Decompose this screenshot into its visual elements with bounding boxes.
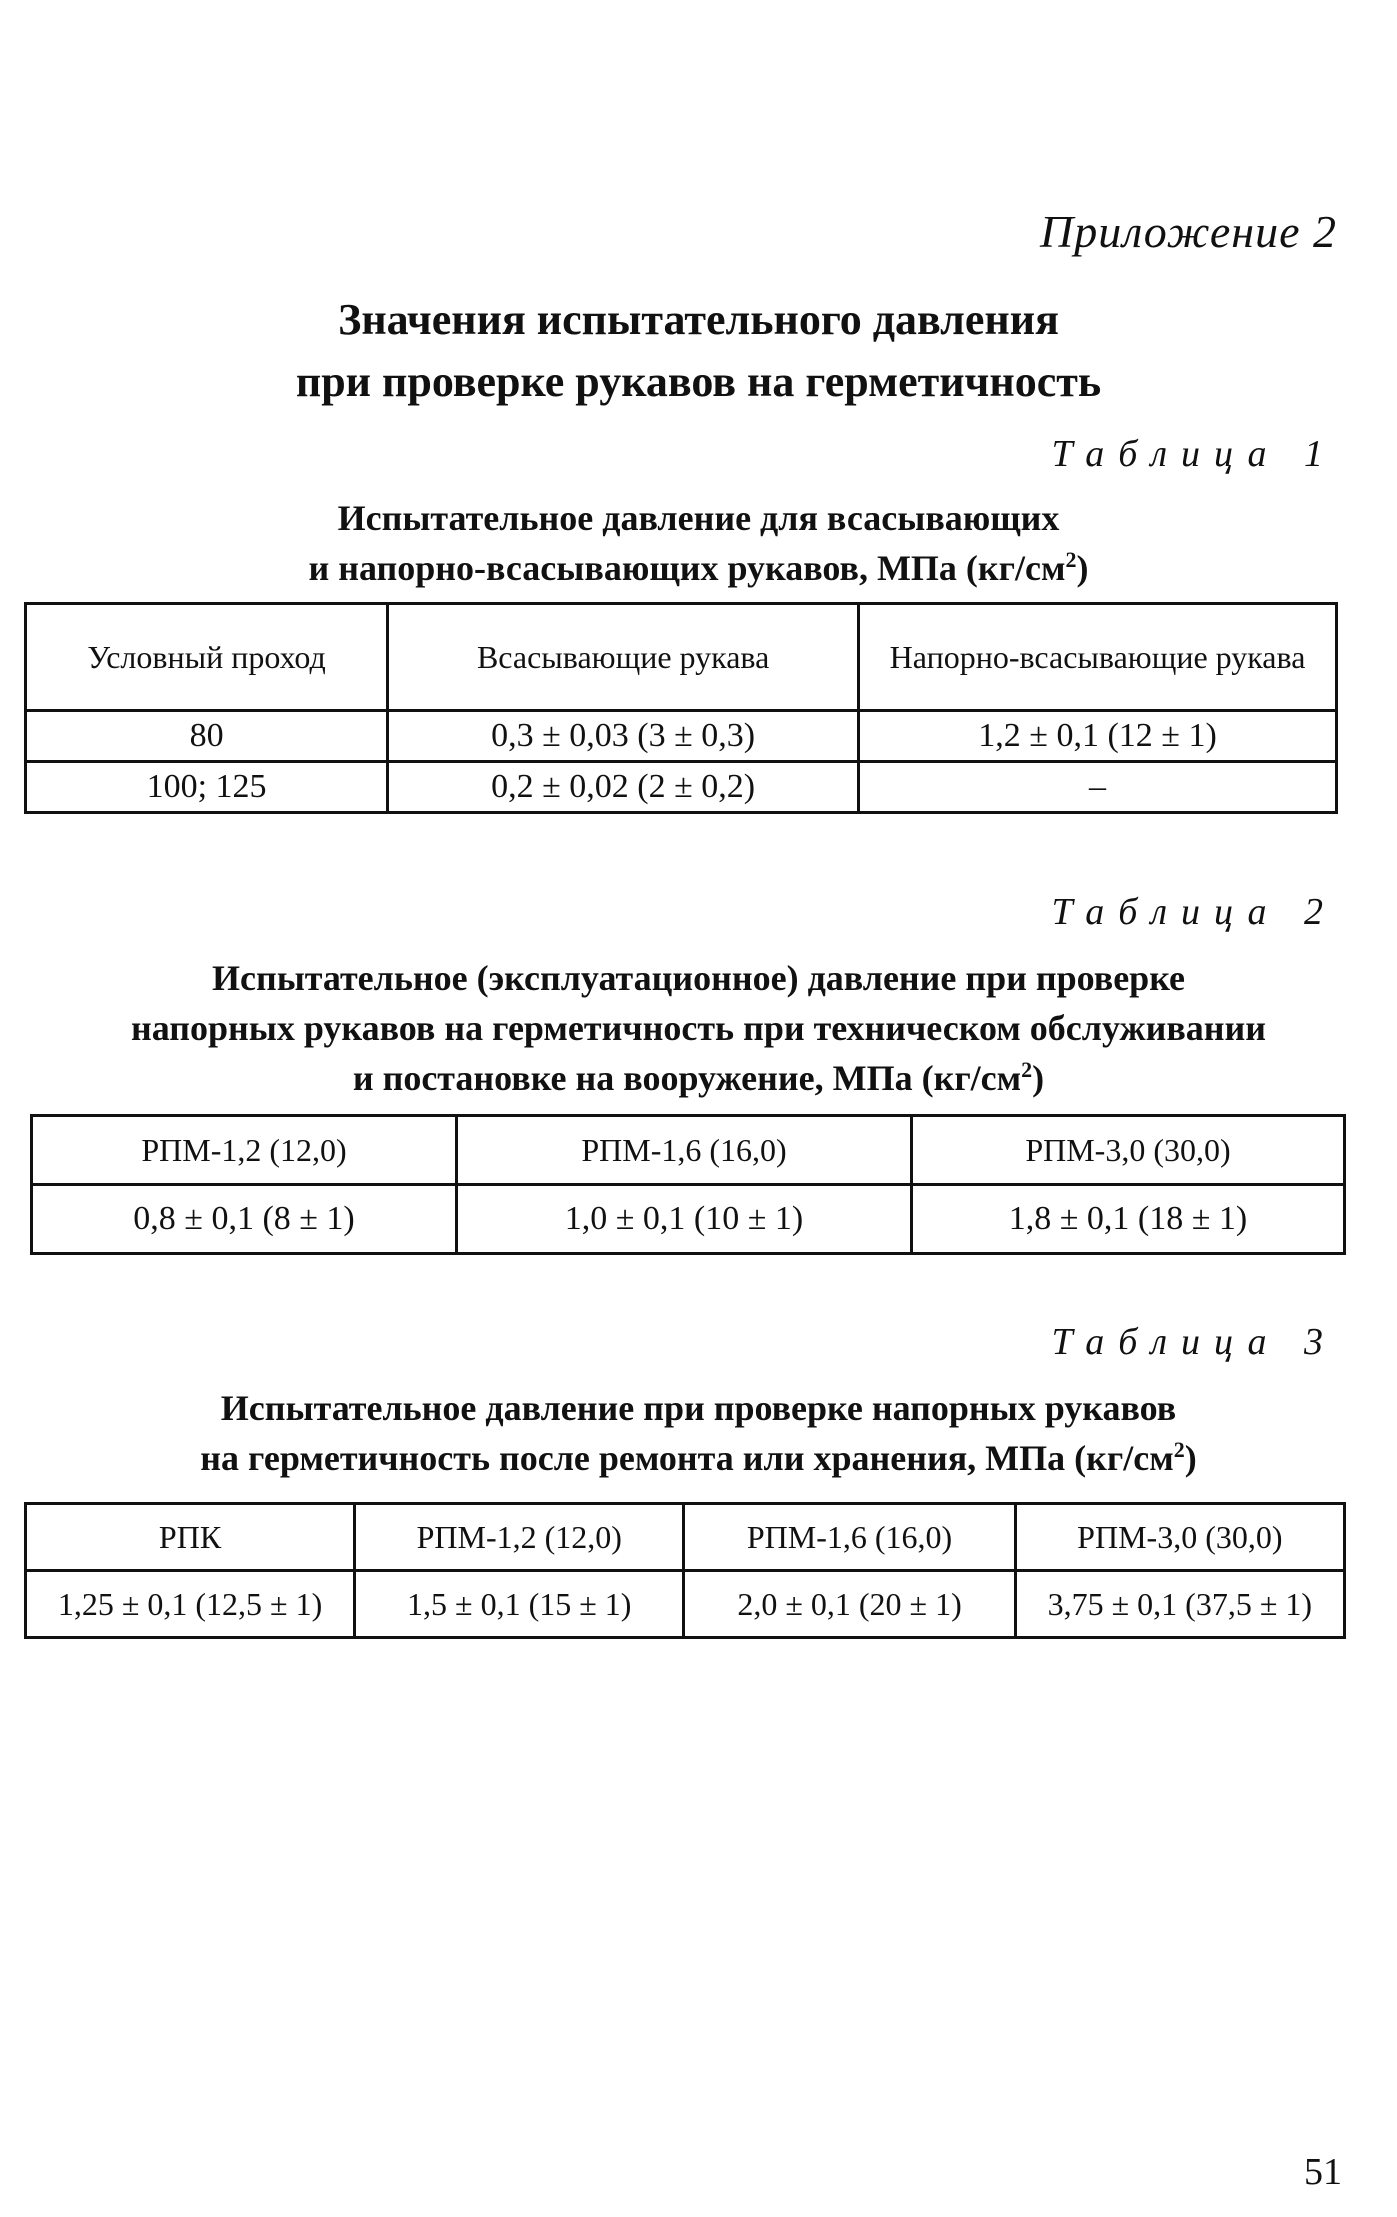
page-number: 51	[1304, 2151, 1342, 2193]
table-2-label: Таблица 2	[1051, 891, 1337, 933]
table-cell: 3,75 ± 0,1 (37,5 ± 1)	[1015, 1571, 1344, 1638]
table-2-header-cell: РПМ-3,0 (30,0)	[911, 1116, 1344, 1185]
table-cell: 0,2 ± 0,02 (2 ± 0,2)	[388, 762, 859, 813]
table-1-label: Таблица 1	[1051, 433, 1337, 475]
appendix-label: Приложение 2	[1039, 206, 1337, 257]
table-cell: –	[859, 762, 1337, 813]
table-3-caption-end: )	[1184, 1438, 1197, 1478]
table-3-header-cell: РПМ-1,2 (12,0)	[355, 1504, 684, 1571]
table-3-header-cell: РПМ-1,6 (16,0)	[684, 1504, 1015, 1571]
table-2-caption-line-3	[0, 1052, 1397, 1104]
document-title-line-1: Значения испытательного давления	[338, 295, 1059, 344]
table-3-caption-line-1: Испытательное давление при проверке напорных рукавов	[220, 1388, 1177, 1428]
table-cell: 0,8 ± 0,1 (8 ± 1)	[32, 1185, 457, 1254]
table-2-caption-line-2: напорных рукавов на герметичность при техническом обслуживании	[130, 1008, 1267, 1048]
table-cell: 2,0 ± 0,1 (20 ± 1)	[684, 1571, 1015, 1638]
table-2-caption-line-1: Испытательное (эксплуатационное) давление при проверке	[211, 958, 1186, 998]
table-2-caption-text: и постановке на вооружение, МПа (кг/см	[352, 1058, 1022, 1098]
table-row	[26, 711, 1337, 762]
table-1-header-cell: Всасывающие рукава	[388, 604, 859, 711]
table-row	[26, 1571, 1345, 1638]
table-3-caption-text: на герметичность после ремонта или хранения, МПа (кг/см	[200, 1438, 1174, 1478]
table-cell: 100; 125	[26, 762, 388, 813]
table-2	[30, 1114, 1346, 1255]
table-cell: 1,0 ± 0,1 (10 ± 1)	[457, 1185, 912, 1254]
table-cell: 1,25 ± 0,1 (12,5 ± 1)	[26, 1571, 355, 1638]
document-title-line-2: при проверке рукавов на герметичность	[295, 357, 1102, 406]
table-2-header-row	[32, 1116, 1345, 1185]
table-row	[26, 762, 1337, 813]
table-3	[24, 1502, 1346, 1639]
table-2-caption-superscript: 2	[1021, 1057, 1033, 1082]
table-1-caption-text: и напорно-всасывающих рукавов, МПа (кг/см	[308, 548, 1066, 588]
table-cell: 1,2 ± 0,1 (12 ± 1)	[859, 711, 1337, 762]
table-1-header-cell: Условный проход	[26, 604, 388, 711]
table-1-caption-line-1: Испытательное давление для всасывающих	[337, 498, 1060, 538]
table-1-header-row	[26, 604, 1337, 711]
table-3-label: Таблица 3	[1051, 1321, 1337, 1363]
table-2-header-cell: РПМ-1,6 (16,0)	[457, 1116, 912, 1185]
table-1-header-cell: Напорно-всасывающие рукава	[859, 604, 1337, 711]
table-cell: 80	[26, 711, 388, 762]
table-cell: 1,8 ± 0,1 (18 ± 1)	[911, 1185, 1344, 1254]
table-cell: 0,3 ± 0,03 (3 ± 0,3)	[388, 711, 859, 762]
table-cell: 1,5 ± 0,1 (15 ± 1)	[355, 1571, 684, 1638]
table-1-caption-superscript: 2	[1065, 547, 1077, 572]
table-3-caption-superscript: 2	[1173, 1437, 1185, 1462]
table-2-caption-end: )	[1032, 1058, 1045, 1098]
table-3-header-row	[26, 1504, 1345, 1571]
table-1	[24, 602, 1338, 814]
table-row	[32, 1185, 1345, 1254]
table-3-caption-line-2	[0, 1432, 1397, 1484]
table-3-header-cell: РПМ-3,0 (30,0)	[1015, 1504, 1344, 1571]
table-1-caption-line-2	[0, 542, 1397, 594]
table-1-caption-end: )	[1076, 548, 1089, 588]
table-3-header-cell: РПК	[26, 1504, 355, 1571]
table-2-header-cell: РПМ-1,2 (12,0)	[32, 1116, 457, 1185]
